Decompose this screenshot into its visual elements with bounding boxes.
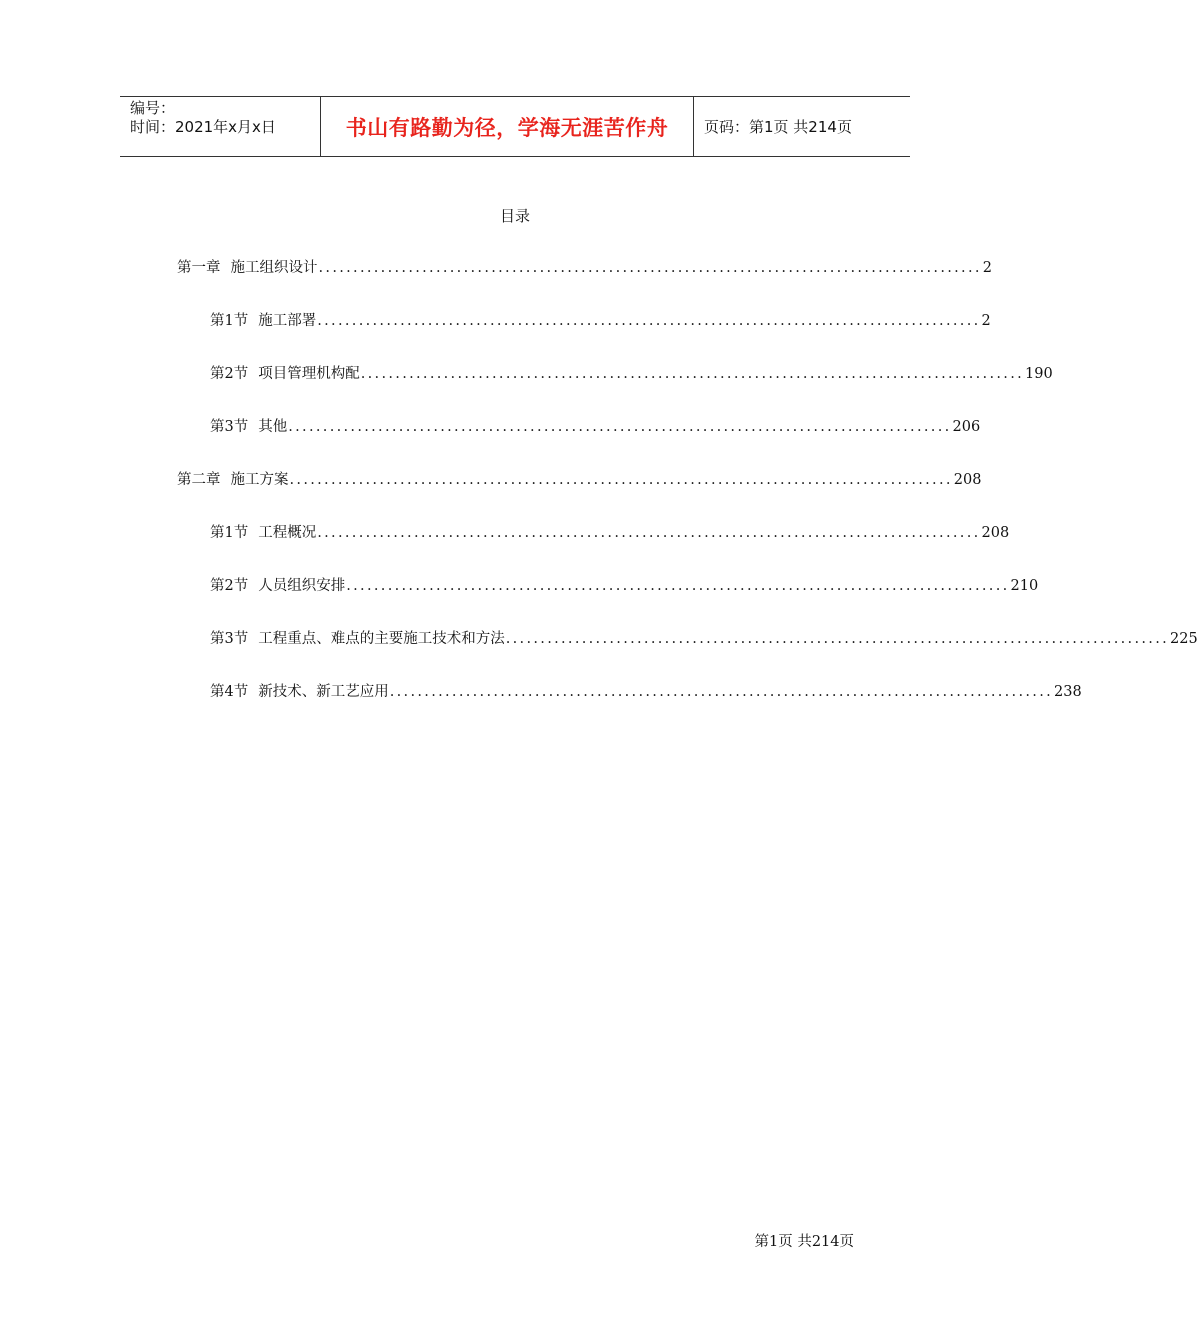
toc-entry-page: 208 [953, 472, 982, 488]
toc-entry[interactable] [177, 470, 982, 490]
toc-dot-leader: ................................................................................................ [317, 525, 981, 541]
toc-entry-page: 225 [1170, 631, 1198, 647]
toc-dot-leader: ................................................................................................ [389, 684, 1054, 700]
toc-entry-title: 项目管理机构配 [258, 366, 360, 382]
toc-entry-page: 206 [952, 419, 981, 435]
toc-entry-page: 2 [982, 260, 993, 276]
toc-entry[interactable] [210, 417, 981, 437]
header-info-cell [120, 97, 321, 156]
toc-dot-leader: ................................................................................................ [318, 260, 982, 276]
toc-entry-title: 人员组织安排 [258, 578, 346, 594]
header-motto-cell [321, 97, 694, 156]
header-motto: 书山有路勤为径，学海无涯苦作舟 [345, 115, 669, 140]
toc-entry-number: 第4节 [210, 684, 249, 700]
toc-entry-page: 208 [981, 525, 1010, 541]
toc-entry-title: 施工部署 [258, 313, 317, 329]
header-page-cell [694, 97, 910, 156]
document-header [120, 96, 910, 157]
toc-entry-number: 第2节 [210, 578, 249, 594]
document-time-label: 时间：2021年x月x日 [130, 118, 276, 136]
toc-dot-leader: ................................................................................................ [289, 472, 953, 488]
toc-entry[interactable] [210, 523, 1010, 543]
toc-entry[interactable] [210, 629, 1198, 649]
toc-entry-page: 190 [1025, 366, 1053, 382]
toc-title: 目录 [499, 207, 530, 225]
toc-entry-title: 施工方案 [230, 472, 289, 488]
toc-entry-number: 第二章 [177, 472, 221, 488]
toc-entry[interactable] [210, 311, 991, 331]
toc-dot-leader: ................................................................................................ [360, 366, 1025, 382]
toc-dot-leader: ................................................................................................ [346, 578, 1010, 594]
document-number-label: 编号： [130, 99, 176, 117]
footer-page-number: 第1页 共214页 [754, 1234, 854, 1250]
toc-entry[interactable] [210, 576, 1039, 596]
toc-entry-number: 第一章 [177, 260, 221, 276]
toc-entry-number: 第1节 [210, 525, 249, 541]
toc-entry-page: 210 [1010, 578, 1039, 594]
toc-entry-number: 第3节 [210, 419, 249, 435]
toc-entry-title: 工程概况 [258, 525, 317, 541]
toc-entry[interactable] [210, 682, 1082, 702]
header-page-number: 页码：第1页 共214页 [704, 118, 852, 136]
toc-entry[interactable] [210, 364, 1053, 384]
toc-entry-number: 第1节 [210, 313, 249, 329]
toc-dot-leader: ................................................................................................ [317, 313, 981, 329]
toc-entry[interactable] [177, 258, 993, 278]
toc-entry-number: 第3节 [210, 631, 249, 647]
toc-entry-title: 工程重点、难点的主要施工技术和方法 [258, 631, 505, 647]
toc-entry-page: 238 [1054, 684, 1082, 700]
toc-entry-page: 2 [981, 313, 991, 329]
toc-entry-title: 施工组织设计 [230, 260, 318, 276]
toc-dot-leader: ................................................................................................ [288, 419, 952, 435]
toc-entry-title: 其他 [258, 419, 288, 435]
toc-dot-leader: ................................................................................................ [505, 631, 1170, 647]
toc-entry-title: 新技术、新工艺应用 [258, 684, 389, 700]
toc-entry-number: 第2节 [210, 366, 249, 382]
